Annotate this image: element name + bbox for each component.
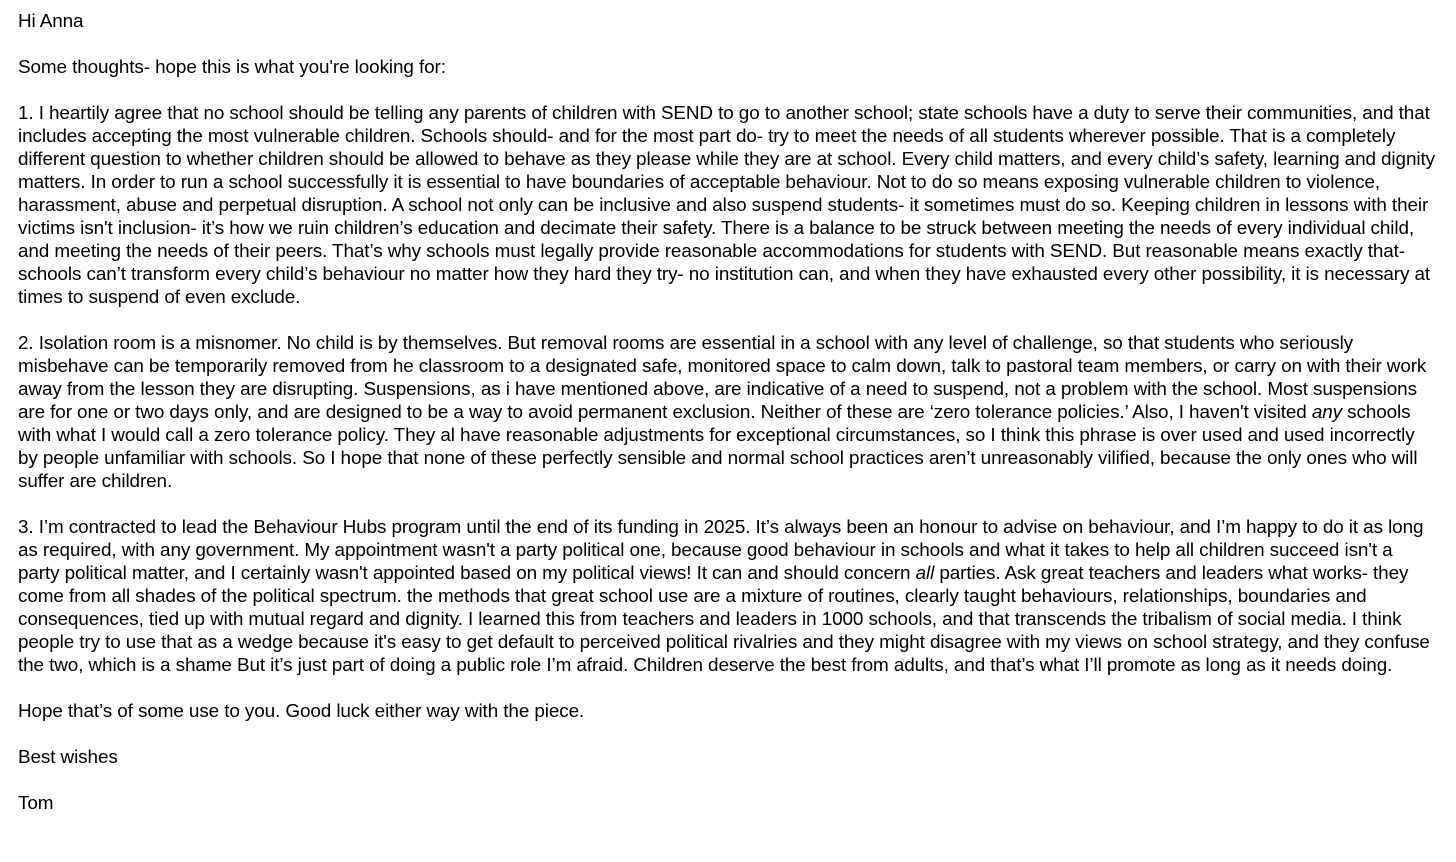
paragraph-3-emphasis: all xyxy=(915,563,935,584)
intro-line: Some thoughts- hope this is what you're looking for: xyxy=(18,57,446,78)
paragraph-2 xyxy=(18,332,1438,493)
paragraph-2-part-1: 2. Isolation room is a misnomer. No child is by themselves. But removal rooms are essential in a school with any level of challenge, so that students who seriously misbehave can be temporarily removed from he classroom to a designated safe, monitored space to calm down, talk to pastoral team members, or carry on with their work away from the lesson they are disrupting. Suspensions, as i have mentioned above, are indicative of a need to suspend, not a problem with the school. Most suspensions are for one or two days only, and are designed to be a way to avoid permanent exclusion. Neither of these are ‘zero tolerance policies.’ Also, I haven't visited xyxy=(18,333,1427,423)
signature: Tom xyxy=(18,793,54,814)
paragraph-1: 1. I heartily agree that no school should be telling any parents of children with SEND to go to another school; state schools have a duty to serve their communities, and that includes accepting the most vulnerable children. Schools should- and for the most part do- try to meet the needs of all students wherever possible. That is a completely different question to whether children should be allowed to behave as they please while they are at school. Every child matters, and every child’s safety, learning and dignity matters. In order to run a school successfully it is essential to have boundaries of acceptable behaviour. Not to do so means exposing vulnerable children to violence, harassment, abuse and perpetual disruption. A school not only can be inclusive and also suspend students- it sometimes must do so. Keeping children in lessons with their victims isn't inclusion- it’s how we ruin children’s education and decimate their safety. There is a balance to be struck between meeting the needs of every individual child, and meeting the needs of their peers. That’s why schools must legally provide reasonable accommodations for students with SEND. But reasonable means exactly that- schools can’t transform every child’s behaviour no matter how they hard they try- no institution can, and when they have exhausted every other possibility, it is necessary at times to suspend of even exclude. xyxy=(18,103,1435,308)
closing-note: Hope that’s of some use to you. Good luck either way with the piece. xyxy=(18,701,585,722)
paragraph-3-part-1: 3. I’m contracted to lead the Behaviour Hubs program until the end of its funding in 2025. It’s always been an honour to advise on behaviour, and I’m happy to do it as long as required, with any government. My appointment wasn't a party political one, because good behaviour in schools and what it takes to help all children succeed isn't a party political matter, and I certainly wasn't appointed based on my political views! It can and should concern xyxy=(18,517,1424,584)
paragraph-3-part-2: parties. Ask great teachers and leaders what works- they come from all shades of the political spectrum. the methods that great school use are a mixture of routines, clearly taught behaviours, relationships, boundaries and consequences, tied up with mutual regard and dignity. I learned this from teachers and leaders in 1000 schools, and that transcends the tribalism of social media. I think people try to use that as a wedge because it's easy to get default to perceived political rivalries and they might disagree with my views on school strategy, and they confuse the two, which is a shame But it’s just part of doing a public role I’m afraid. Children deserve the best from adults, and that’s what I’ll promote as long as it needs doing. xyxy=(18,563,1430,676)
sign-off: Best wishes xyxy=(18,747,118,768)
paragraph-2-emphasis: any xyxy=(1311,402,1342,423)
paragraph-3 xyxy=(18,516,1438,677)
greeting: Hi Anna xyxy=(18,11,84,32)
paragraph-2-part-2: schools with what I would call a zero tolerance policy. They al have reasonable adjustments for exceptional circumstances, so I think this phrase is over used and used incorrectly by people unfamiliar with schools. So I hope that none of these perfectly sensible and normal school practices aren’t unreasonably vilified, because the only ones who will suffer are children. xyxy=(18,402,1418,492)
